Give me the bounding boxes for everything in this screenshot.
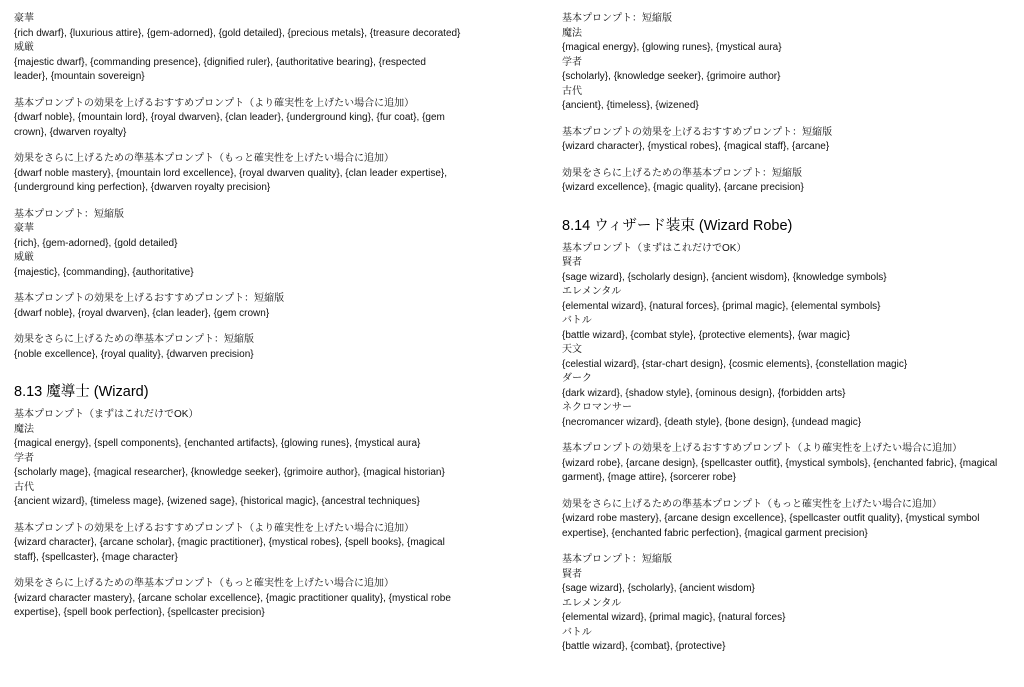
prompt-block <box>14 97 462 141</box>
prompt-block <box>562 553 1012 655</box>
text-line: 基本プロンプト：短縮版 <box>562 554 672 565</box>
text-line: {celestial wizard}, {star-chart design}, {cosmic elements}, {constellation magic} <box>562 358 908 370</box>
text-line: {ancient wizard}, {timeless mage}, {wizened sage}, {historical magic}, {ancestral techniques} <box>14 496 420 507</box>
prompt-block <box>14 208 462 281</box>
prompt-block <box>14 292 462 321</box>
right-section-blocks <box>562 242 1012 655</box>
left-column <box>14 12 462 633</box>
prompt-block <box>562 12 1012 114</box>
text-line: 魔法 <box>562 27 582 39</box>
text-line: {sage wizard}, {scholarly design}, {ancient wisdom}, {knowledge symbols} <box>562 271 887 283</box>
text-line: 効果をさらに上げるための準基本プロンプト（もっと確実性を上げたい場合に追加） <box>14 578 394 589</box>
prompt-block <box>14 522 462 566</box>
text-line: 古代 <box>562 85 582 97</box>
text-line: 基本プロンプト（まずはこれだけでOK） <box>562 242 747 254</box>
left-blocks <box>14 12 462 362</box>
text-line: {wizard character}, {arcane scholar}, {magic practitioner}, {mystical robes}, {spell books}, {magical staff}, {spellcaster}, {mage character} <box>14 537 445 563</box>
text-line: {dwarf noble mastery}, {mountain lord excellence}, {royal dwarven quality}, {clan leader expertise}, {underground king perfection}, {dwarven royalty precision} <box>14 167 448 193</box>
text-line: 効果をさらに上げるための準基本プロンプト：短縮版 <box>562 167 802 179</box>
text-line: 賢者 <box>562 568 582 580</box>
text-line: 賢者 <box>562 257 582 268</box>
prompt-block <box>14 152 462 196</box>
text-line: {elemental wizard}, {natural forces}, {primal magic}, {elemental symbols} <box>562 300 881 312</box>
prompt-block <box>562 167 1012 196</box>
text-line: {magical energy}, {glowing runes}, {mystical aura} <box>562 42 782 53</box>
text-line: 豪華 <box>14 223 34 234</box>
text-line: 基本プロンプトの効果を上げるおすすめプロンプト（より確実性を上げたい場合に追加） <box>562 443 963 454</box>
text-line: {battle wizard}, {combat style}, {protective elements}, {war magic} <box>562 329 850 341</box>
text-line: {necromancer wizard}, {death style}, {bone design}, {undead magic} <box>562 416 862 428</box>
text-line: バトル <box>562 626 592 638</box>
text-line: エレメンタル <box>562 597 622 609</box>
prompt-block <box>562 498 1012 542</box>
text-line: 威厳 <box>14 42 34 53</box>
text-line: 効果をさらに上げるための準基本プロンプト（もっと確実性を上げたい場合に追加） <box>14 153 394 164</box>
text-line: ネクロマンサー <box>562 402 632 413</box>
text-line: {wizard robe}, {arcane design}, {spellcaster outfit}, {mystical symbols}, {enchanted fabric}, {magical garment}, {mage attire}, {sorcerer robe} <box>562 457 998 483</box>
text-line: 古代 <box>14 481 34 493</box>
prompt-block <box>562 242 1012 431</box>
text-line: 基本プロンプト：短縮版 <box>562 13 672 24</box>
text-line: 基本プロンプトの効果を上げるおすすめプロンプト：短縮版 <box>562 126 833 138</box>
right-blocks <box>562 12 1012 196</box>
prompt-block <box>14 12 462 85</box>
text-line: {battle wizard}, {combat}, {protective} <box>562 641 726 652</box>
text-line: {majestic}, {commanding}, {authoritative} <box>14 266 194 278</box>
text-line: ダーク <box>562 373 592 384</box>
text-line: {wizard excellence}, {magic quality}, {arcane precision} <box>562 182 804 193</box>
text-line: 基本プロンプトの効果を上げるおすすめプロンプト（より確実性を上げたい場合に追加） <box>14 97 415 109</box>
text-line: 威厳 <box>14 252 34 263</box>
prompt-block <box>14 408 462 510</box>
text-line: 天文 <box>562 344 582 355</box>
section-heading-wizard-robe: 8.14 ウィザード装束 (Wizard Robe) <box>562 217 793 234</box>
text-line: {dwarf noble}, {royal dwarven}, {clan leader}, {gem crown} <box>14 307 270 319</box>
text-line: バトル <box>562 315 592 326</box>
text-line: {elemental wizard}, {primal magic}, {natural forces} <box>562 612 786 623</box>
text-line: エレメンタル <box>562 286 622 297</box>
text-line: 基本プロンプトの効果を上げるおすすめプロンプト（より確実性を上げたい場合に追加） <box>14 522 415 534</box>
text-line: 基本プロンプト：短縮版 <box>14 208 124 220</box>
text-line: {dwarf noble}, {mountain lord}, {royal dwarven}, {clan leader}, {underground king}, {fur coat}, {gem crown}, {dwarven royalty} <box>14 112 445 138</box>
text-line: 学者 <box>562 56 582 68</box>
text-line: {wizard character}, {mystical robes}, {magical staff}, {arcane} <box>562 141 830 152</box>
text-line: {magical energy}, {spell components}, {enchanted artifacts}, {glowing runes}, {mystical aura} <box>14 438 421 449</box>
text-line: 学者 <box>14 452 34 464</box>
text-line: {dark wizard}, {shadow style}, {ominous design}, {forbidden arts} <box>562 387 846 399</box>
text-line: {wizard character mastery}, {arcane scholar excellence}, {magic practitioner quality}, {mystical robe expertise}, {spell book perfection}, {spellcaster precision} <box>14 592 451 618</box>
text-line: {ancient}, {timeless}, {wizened} <box>562 100 699 111</box>
text-line: {noble excellence}, {royal quality}, {dwarven precision} <box>14 348 254 360</box>
prompt-block <box>562 442 1012 486</box>
text-line: {scholarly mage}, {magical researcher}, {knowledge seeker}, {grimoire author}, {magical historian} <box>14 467 445 478</box>
text-line: {rich dwarf}, {luxurious attire}, {gem-adorned}, {gold detailed}, {precious metals}, {treasure decorated} <box>14 27 461 39</box>
right-column <box>562 12 1012 667</box>
text-line: 効果をさらに上げるための準基本プロンプト：短縮版 <box>14 334 254 345</box>
text-line: 魔法 <box>14 423 34 435</box>
prompt-block <box>14 333 462 362</box>
text-line: 基本プロンプト（まずはこれだけでOK） <box>14 409 199 420</box>
text-line: 基本プロンプトの効果を上げるおすすめプロンプト：短縮版 <box>14 293 285 304</box>
text-line: {wizard robe mastery}, {arcane design excellence}, {spellcaster outfit quality}, {mystical symbol expertise}, {enchanted fabric perfection}, {magical garment precision} <box>562 513 980 539</box>
prompt-block <box>14 577 462 621</box>
text-line: {scholarly}, {knowledge seeker}, {grimoire author} <box>562 71 781 82</box>
text-line: 豪華 <box>14 13 34 24</box>
text-line: 効果をさらに上げるための準基本プロンプト（もっと確実性を上げたい場合に追加） <box>562 498 942 510</box>
prompt-block <box>562 126 1012 155</box>
text-line: {sage wizard}, {scholarly}, {ancient wisdom} <box>562 583 755 594</box>
text-line: {rich}, {gem-adorned}, {gold detailed} <box>14 237 178 249</box>
section-heading-wizard: 8.13 魔導士 (Wizard) <box>14 384 149 400</box>
left-section-blocks <box>14 408 462 621</box>
text-line: {majestic dwarf}, {commanding presence}, {dignified ruler}, {authoritative bearing}, {respected leader}, {mountain sovereign} <box>14 56 426 82</box>
